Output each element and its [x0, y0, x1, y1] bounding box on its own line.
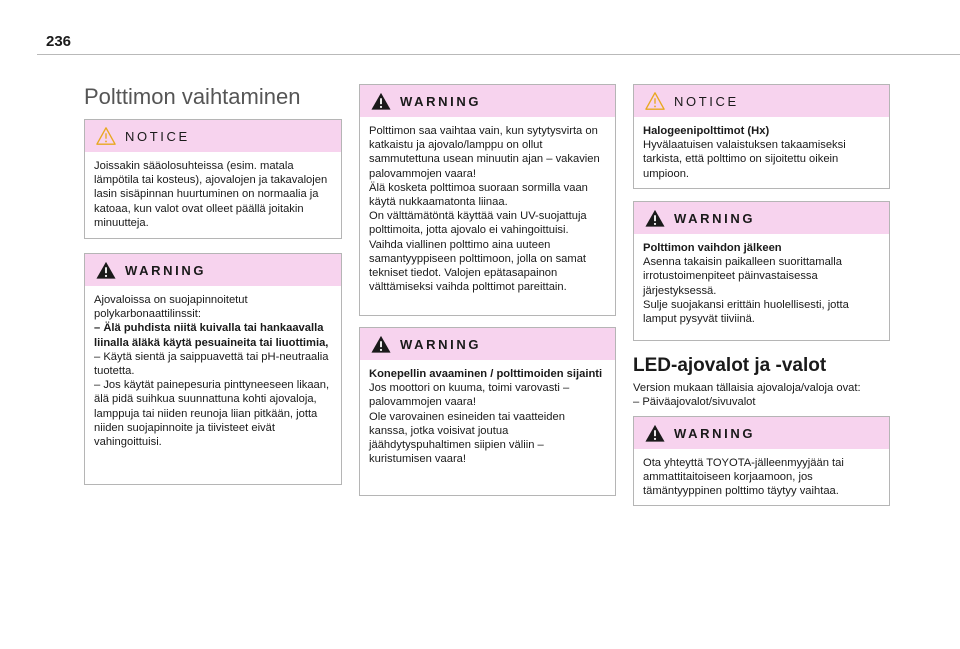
notice-text: Hyvälaatuisen valaistuksen takaamiseksi tarkista, että polttimo on sijoitettu oikein umpioon.: [643, 139, 846, 180]
warning-paragraph-2: Sulje suojakansi erittäin huolellisesti, jotta lamput pysyvät tiiviinä.: [643, 298, 849, 326]
warning-paragraph-2: Ole varovainen esineiden tai vaatteiden kanssa, jotka voisivat joutua jäähdytyspuhaltimen siipien väliin – kuristumisen vaara!: [369, 410, 565, 466]
notice-box-halogen: [633, 84, 890, 189]
warning-label: WARNING: [400, 93, 482, 109]
warning-header: [360, 328, 615, 360]
warning-triangle-icon: [370, 334, 392, 354]
led-intro-block: [633, 381, 890, 409]
warning-box-bulb-handling: [359, 84, 616, 316]
notice-label: NOTICE: [674, 93, 739, 109]
warning-label: WARNING: [400, 336, 482, 352]
warning-label: WARNING: [125, 262, 207, 278]
warning-item-2: – Käytä sientä ja saippuavettä tai pH-neutraalia tuotetta.: [94, 350, 329, 378]
led-intro: Version mukaan tällaisia ajovaloja/valoja ovat:: [633, 382, 861, 394]
page-number: 236: [46, 33, 72, 50]
warning-triangle-icon: [95, 260, 117, 280]
notice-heading: Halogeenipolttimot (Hx): [643, 125, 770, 137]
warning-paragraph-3: On välttämätöntä käyttää vain UV-suojattuja polttimoita, jotta ajovalo ei vahingoittuisi.: [369, 210, 587, 237]
warning-item-bold: – Älä puhdista niitä kuivalla tai hankaavalla liinalla äläkä käytä pesuaineita tai liuottimia,: [94, 322, 329, 349]
warning-paragraph-1: Polttimon saa vaihtaa vain, kun sytytysvirta on katkaistu ja ajovalo/lamppu on ollut sammutettuna usean minuutin ajan – vakavien palovammojen vaara!: [369, 125, 600, 180]
header-rule: [37, 54, 960, 55]
warning-triangle-icon: [370, 91, 392, 111]
warning-paragraph-1: Jos moottori on kuuma, toimi varovasti – palovammojen vaara!: [369, 382, 570, 409]
notice-triangle-icon: [644, 91, 666, 111]
warning-heading: Polttimon vaihdon jälkeen: [643, 242, 782, 254]
warning-triangle-icon: [644, 208, 666, 228]
warning-heading: Konepellin avaaminen / polttimoiden sijainti: [369, 368, 603, 380]
notice-header: [85, 120, 341, 152]
warning-intro: Ajovaloissa on suojapinnoitetut polykarbonaattilinssit:: [94, 294, 248, 321]
warning-header: [634, 417, 889, 449]
led-item: – Päiväajovalot/sivuvalot: [633, 396, 756, 408]
warning-triangle-icon: [644, 423, 666, 443]
notice-label: NOTICE: [125, 128, 190, 144]
warning-item-3: – Jos käytät painepesuria pinttyneeseen likaan, älä pidä suihkua suunnattuna kohti ajovaloja, lamppuja tai niiden reunoja liian pitkään, jotta niiden suojapinnoite ja tiivisteet eivät vahingoittuisi.: [94, 379, 330, 449]
warning-label: WARNING: [674, 425, 756, 441]
warning-header: [360, 85, 615, 117]
warning-header: [634, 202, 889, 234]
section-title-bulb-replacement: Polttimon vaihtaminen: [84, 84, 301, 109]
warning-label: WARNING: [674, 210, 756, 226]
warning-paragraph-4: Vaihda viallinen polttimo aina uuteen samantyyppiseen polttimoon, jolla on samat tekniset tiedot. Valojen epätasapainon välttämiseksi vaihda polttimot pareittain.: [369, 238, 587, 294]
notice-box-fogging: [84, 119, 342, 239]
warning-header: [85, 254, 341, 286]
warning-box-led: [633, 416, 890, 506]
warning-box-after-replacement: [633, 201, 890, 341]
warning-box-bonnet: [359, 327, 616, 496]
notice-triangle-icon: [95, 126, 117, 146]
section-title-led: LED-ajovalot ja -valot: [633, 355, 827, 376]
notice-header: [634, 85, 889, 117]
warning-paragraph-1: Asenna takaisin paikalleen suorittamalla irrotustoimenpiteet päinvastaisessa järjestyksessä.: [643, 256, 843, 297]
notice-text: Joissakin sääolosuhteissa (esim. matala lämpötila tai kosteus), ajovalojen ja takavalojen lasin sisäpinnan huurtuminen on normaalia ja katoaa, kun valot ovat olleet päällä joitakin minuutteja.: [94, 160, 328, 229]
warning-paragraph-2: Älä kosketa polttimoa suoraan sormilla vaan käytä nukkaamatonta liinaa.: [369, 181, 588, 209]
warning-box-lens-cleaning: [84, 253, 342, 485]
warning-text: Ota yhteyttä TOYOTA-jälleenmyyjään tai ammattitaitoiseen korjaamoon, jos tämäntyyppinen polttimo täytyy vaihtaa.: [643, 457, 844, 498]
